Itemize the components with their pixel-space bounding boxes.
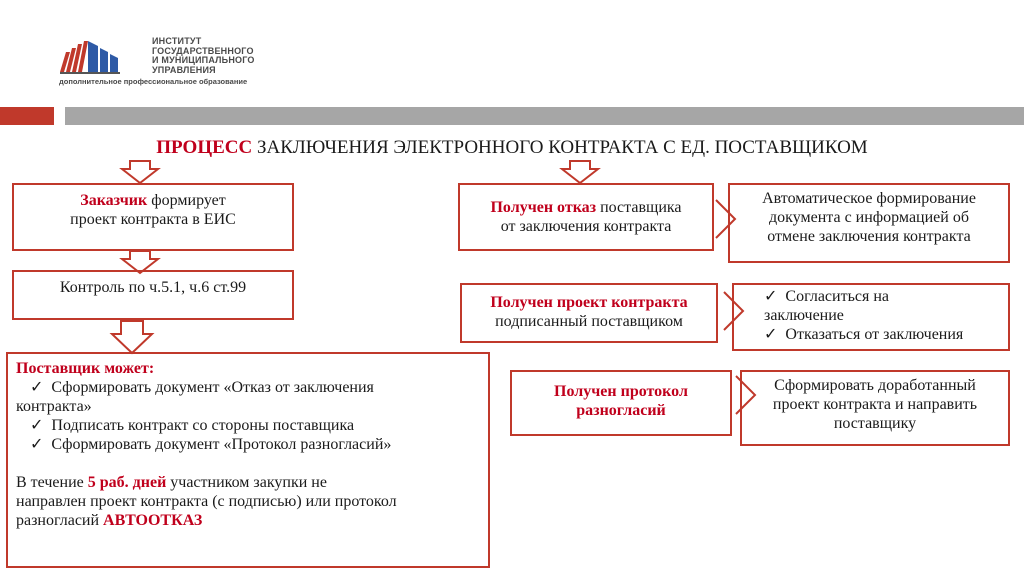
revised-project-box: Сформировать доработанный проект контракта и направить поставщику [740,370,1010,446]
header-bar-accent [0,107,54,125]
control-box: Контроль по ч.5.1, ч.6 ст.99 [12,270,294,320]
auto-form-box: Автоматическое формирование документа с информацией об отмене заключения контракта [728,183,1010,263]
disagreement-protocol-box: Получен протокол разногласий [510,370,732,436]
check-icon: ✓ [30,379,44,396]
down-arrow-3 [110,320,154,354]
institute-name: ИНСТИТУТ ГОСУДАРСТВЕННОГО И МУНИЦИПАЛЬНОГО УПРАВЛЕНИЯ [152,36,255,75]
customer-box: Заказчик формирует проект контракта в ЕИС [12,183,294,251]
book-icon [58,36,148,76]
institute-subtitle: дополнительное профессиональное образование [59,77,248,86]
supplier-options-box: Поставщик может: ✓ Сформировать документ «Отказ от заключения контракта» ✓ Подписать контракт со стороны поставщика ✓ Сформировать документ «Протокол разногласий» В течение 5 раб. дней участником закупки не направлен проект контракта (с подписью) или протокол разногласий АВТООТКАЗ [6,352,490,568]
check-icon: ✓ [30,436,44,453]
signed-options-box: ✓ Согласиться на заключение ✓ Отказаться от заключения [732,283,1010,351]
check-icon: ✓ [764,326,778,343]
check-icon: ✓ [764,288,778,305]
signed-project-box: Получен проект контракта подписанный поставщиком [460,283,718,343]
down-arrow-1 [120,160,160,184]
refusal-received-box: Получен отказ поставщика от заключения контракта [458,183,714,251]
check-icon: ✓ [30,417,44,434]
header-bar [65,107,1024,125]
page-title: ПРОЦЕСС ЗАКЛЮЧЕНИЯ ЭЛЕКТРОННОГО КОНТРАКТА С ЕД. ПОСТАВЩИКОМ [156,137,868,158]
down-arrow-right [560,160,600,184]
